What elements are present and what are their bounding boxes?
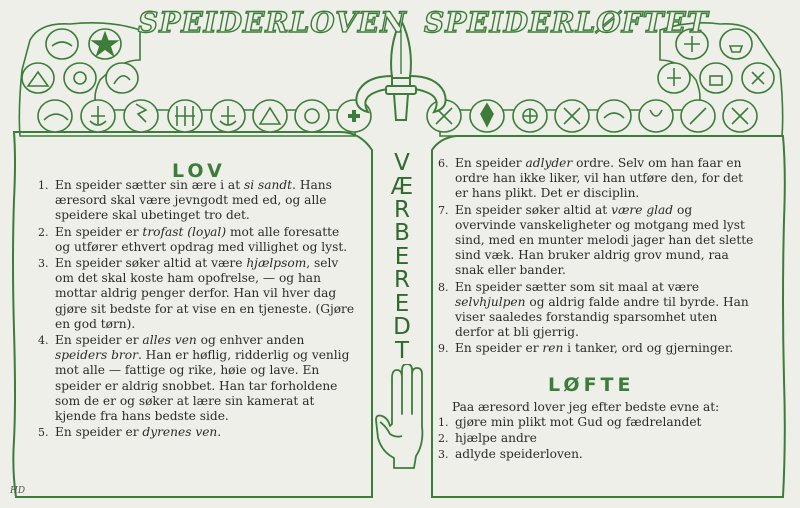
motto-letter: Æ (390, 173, 414, 200)
item-number: 6. (438, 157, 449, 170)
motto-letter: E (394, 290, 410, 317)
item-text: . Hans æresord skal være jevngodt med ed, og alle speidere skal ubetinget tro det. (55, 178, 332, 223)
motto-letter: D (393, 314, 411, 340)
item-emphasis: hjælpsom (246, 256, 307, 271)
mortar-icon (720, 29, 752, 59)
item-emphasis: dyrenes ven (142, 425, 218, 440)
item-text: En speider søker altid at være (55, 256, 247, 271)
motto-letter: E (394, 243, 410, 270)
item-number: 4. (38, 334, 49, 348)
motto-letter: B (394, 220, 410, 246)
item-number: 7. (438, 203, 449, 217)
shoe-icon (38, 100, 72, 132)
law-item (438, 203, 756, 279)
motto-letter: R (394, 197, 410, 223)
item-text: . Han er høflig, ridderlig og venlig mot alle — fattige og rike, høie og lave. En speider er aldrig snobbet. Han tar forholdene som de er og søker at lære sin kamerat at kjende fra hans bedste side. (55, 348, 350, 424)
motto-word-1 (388, 152, 416, 223)
item-text: og overvinde vanskeligheter og motgang med lyst sind, med en munter melodi jager han det slette sind væk. Han bruker aldrig grov mund, raa snak eller bander. (455, 202, 754, 278)
tent-icon (22, 63, 54, 93)
knot-icon (64, 63, 96, 93)
hand-icon (106, 63, 138, 93)
law-item (438, 156, 756, 202)
item-number: 3. (438, 448, 449, 462)
item-text: adlyde speiderloven. (455, 447, 583, 462)
promise-heading: LØFTE (548, 374, 635, 396)
item-text: En speider er (55, 333, 143, 348)
item-emphasis: alles ven (142, 333, 197, 348)
item-text: gjøre min plikt mot Gud og fædrelandet (455, 415, 702, 429)
item-text: og enhver anden (196, 333, 305, 348)
item-text: i tanker, ord og gjerninger. (563, 341, 734, 356)
banner-scout-law: SPEIDERLOVEN (138, 6, 407, 39)
law-item (38, 225, 356, 255)
item-number: 2. (438, 432, 449, 446)
item-text: En speider er (55, 224, 143, 239)
lock-icon (700, 63, 732, 93)
motto-word-2 (388, 222, 416, 363)
item-text: En speider er (455, 341, 543, 356)
scout-salute-hand-icon (372, 364, 432, 469)
law-item (38, 178, 356, 224)
item-emphasis: ren (542, 341, 564, 356)
item-number: 9. (438, 342, 449, 356)
item-text: En speider søker altid at (455, 202, 612, 217)
handshake-icon (46, 29, 78, 59)
promise-list (438, 415, 756, 464)
item-text: En speider sætter sin ære i at (55, 178, 244, 192)
motto-letter: T (394, 337, 410, 364)
item-emphasis: være glad (611, 202, 674, 217)
lifebuoy-icon (295, 100, 329, 132)
law-item (38, 425, 356, 440)
law-item (38, 256, 356, 332)
tent-icon-2 (253, 100, 287, 132)
item-number: 1. (38, 179, 49, 192)
item-emphasis: si sandt (243, 178, 293, 192)
banner-scout-promise: SPEIDERLØFTET (424, 6, 709, 39)
law-list-right (438, 156, 756, 358)
item-text: hjælpe andre (455, 431, 537, 446)
item-emphasis: selvhjulpen (455, 294, 526, 309)
law-heading: LOV (172, 160, 226, 182)
law-list-left (38, 178, 356, 441)
promise-item (438, 431, 756, 446)
artist-signature: HD (10, 486, 26, 496)
item-text: ordre. Selv om han faar en ordre han ikke liker, vil han utføre den, for det er hans plikt. Det er disciplin. (455, 156, 744, 201)
item-text: . (217, 425, 222, 440)
item-number: 5. (38, 426, 49, 440)
promise-item (438, 447, 756, 462)
item-number: 8. (438, 280, 449, 294)
item-number: 1. (438, 416, 449, 429)
item-number: 2. (38, 225, 49, 239)
law-item (438, 341, 756, 356)
item-number: 3. (38, 257, 49, 271)
item-text: mot alle foresatte og utfører ethvert opdrag med villighet og lyst. (55, 224, 348, 254)
item-text: En speider er (55, 425, 143, 440)
item-text: En speider (455, 156, 526, 170)
item-emphasis: trofast (loyal) (142, 224, 227, 239)
promise-lead: Paa æresord lover jeg efter bedste evne at: (452, 400, 720, 414)
promise-item (438, 415, 756, 430)
item-emphasis: speiders bror (55, 348, 138, 363)
item-text: og aldrig falde andre til byrde. Han viser saaledes forstandig sparsomhet uten derfor at bli gjerrig. (455, 294, 749, 340)
motto-letter: V (394, 150, 410, 176)
law-item (438, 280, 756, 341)
motto-letter: R (394, 267, 410, 293)
law-item (38, 333, 356, 424)
item-text: En speider sætter som sit maal at være (455, 279, 700, 294)
bird-icon (597, 100, 631, 132)
item-text: , selv om det skal koste ham opofrelse, — og han mottar aldrig penger derfor. Han vil hver dag gjøre sit bedste for at vise en en tjeneste. (Gjøre en god tørn). (55, 256, 355, 331)
item-emphasis: adlyder (525, 156, 573, 170)
